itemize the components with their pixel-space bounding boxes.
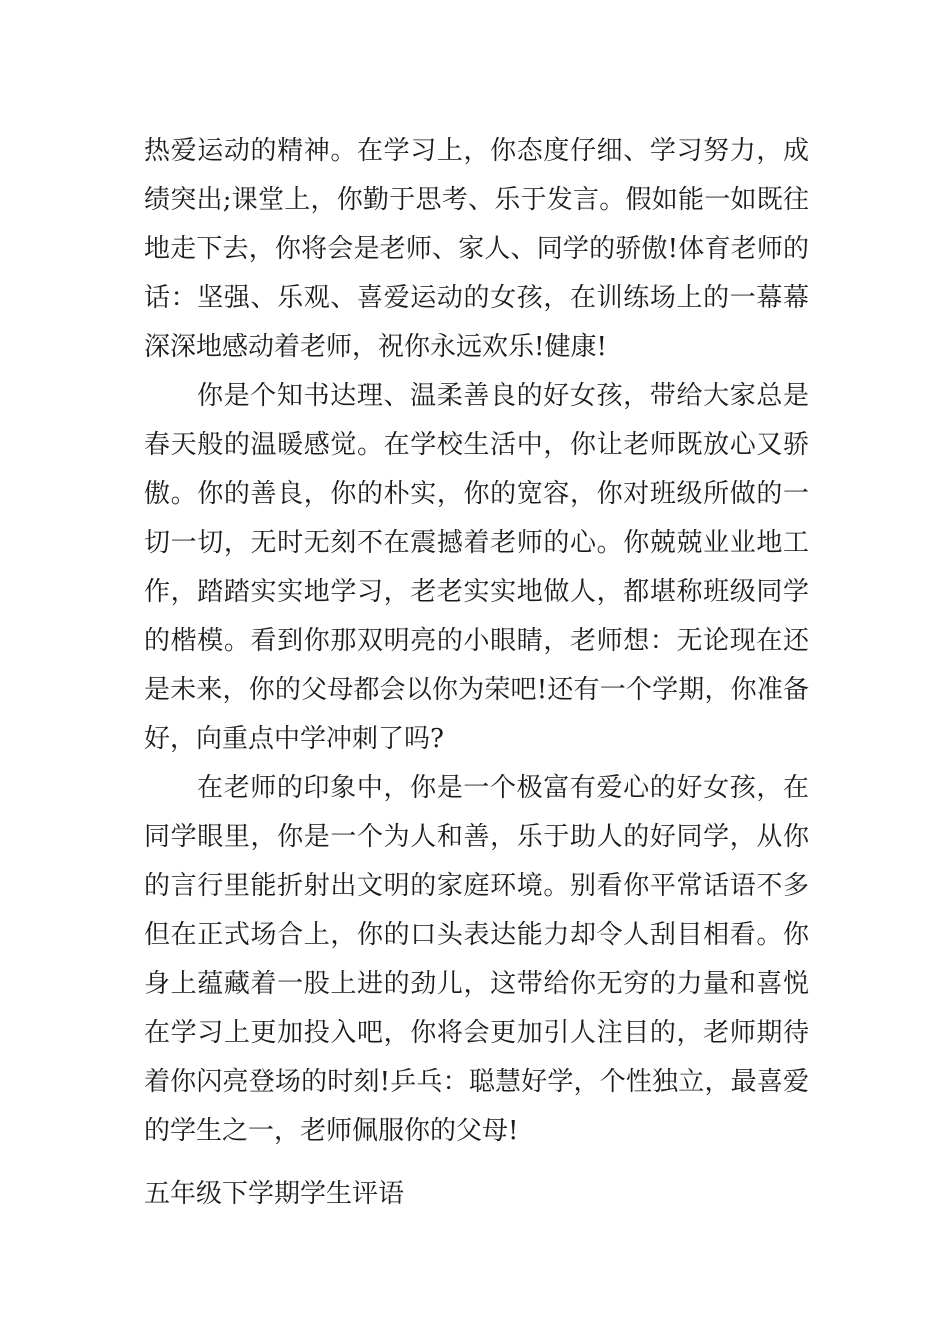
paragraph-3 xyxy=(144,764,809,1156)
paragraph-line: 切一切，无时无刻不在震撼着老师的心。你兢兢业业地工 xyxy=(144,528,809,558)
paragraph-line: 在学习上更加投入吧，你将会更加引人注目的，老师期待 xyxy=(144,1018,809,1048)
paragraph-line: 的楷模。看到你那双明亮的小眼睛，老师想：无论现在还 xyxy=(144,626,809,656)
paragraph-line: 身上蕴藏着一股上进的劲儿，这带给你无穷的力量和喜悦 xyxy=(144,969,809,999)
paragraph-1 xyxy=(144,127,809,372)
paragraph-line: 的言行里能折射出文明的家庭环境。别看你平常话语不多 xyxy=(144,871,809,901)
section-heading: 五年级下学期学生评语 xyxy=(144,1179,405,1209)
paragraph-line: 深深地感动着老师，祝你永远欢乐!健康! xyxy=(144,332,607,362)
paragraph-line: 傲。你的善良，你的朴实，你的宽容，你对班级所做的一 xyxy=(144,479,809,509)
paragraph-line: 的学生之一，老师佩服你的父母! xyxy=(144,1116,519,1146)
paragraph-line: 地走下去，你将会是老师、家人、同学的骄傲!体育老师的 xyxy=(144,234,809,264)
paragraph-2 xyxy=(144,372,809,764)
paragraph-line: 在老师的印象中，你是一个极富有爱心的好女孩，在 xyxy=(197,773,809,803)
paragraph-line: 绩突出;课堂上，你勤于思考、乐于发言。假如能一如既往 xyxy=(144,185,809,215)
paragraph-line: 但在正式场合上，你的口头表达能力却令人刮目相看。你 xyxy=(144,920,809,950)
paragraph-line: 你是个知书达理、温柔善良的好女孩，带给大家总是 xyxy=(197,381,809,411)
paragraph-line: 是未来，你的父母都会以你为荣吧!还有一个学期，你准备 xyxy=(144,675,809,705)
paragraph-line: 着你闪亮登场的时刻!乒乓：聪慧好学，个性独立，最喜爱 xyxy=(144,1067,809,1097)
paragraph-line: 好，向重点中学冲刺了吗? xyxy=(144,724,444,754)
paragraph-line: 热爱运动的精神。在学习上，你态度仔细、学习努力，成 xyxy=(144,136,809,166)
paragraph-line: 春天般的温暖感觉。在学校生活中，你让老师既放心又骄 xyxy=(144,430,809,460)
paragraph-line: 作，踏踏实实地学习，老老实实地做人，都堪称班级同学 xyxy=(144,577,809,607)
paragraph-line: 话：坚强、乐观、喜爱运动的女孩，在训练场上的一幕幕 xyxy=(144,283,809,313)
paragraph-line: 同学眼里，你是一个为人和善，乐于助人的好同学，从你 xyxy=(144,822,809,852)
